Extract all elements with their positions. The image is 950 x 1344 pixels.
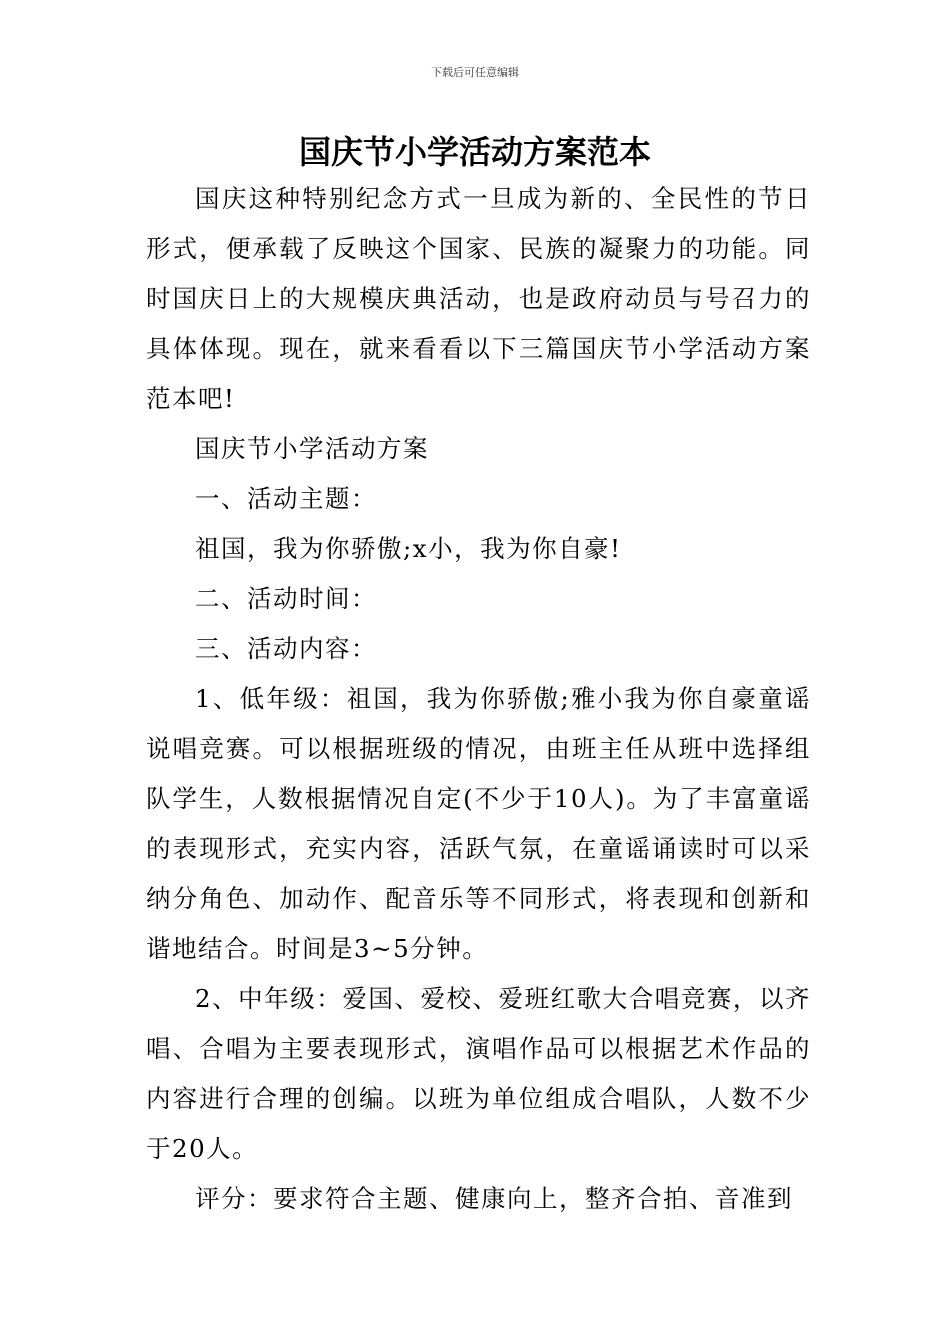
theme-text: 祖国，我为你骄傲;x小，我为你自豪! (195, 534, 622, 563)
item-heading-content: 三、活动内容： (195, 634, 377, 663)
document-title: 国庆节小学活动方案范本 (298, 133, 651, 171)
document-body (146, 174, 811, 1224)
scoring-paragraph: 评分：要求符合主题、健康向上，整齐合拍、音准到 (195, 1184, 793, 1213)
content-paragraph-middle-grade: 2、中年级：爱国、爱校、爱班红歌大合唱竞赛，以齐唱、合唱为主要表现形式，演唱作品可以根据艺术作品的内容进行合理的创编。以班为单位组成合唱队，人数不少于20人。 (146, 984, 811, 1163)
content-paragraph-lower-grade: 1、低年级：祖国，我为你骄傲;雅小我为你自豪童谣说唱竞赛。可以根据班级的情况，由班主任从班中选择组队学生，人数根据情况自定(不少于10人)。为了丰富童谣的表现形式，充实内容，活跃气氛，在童谣诵读时可以采纳分角色、加动作、配音乐等不同形式，将表现和创新和谐地结合。时间是3~5分钟。 (146, 684, 811, 963)
section-heading: 国庆节小学活动方案 (195, 434, 429, 463)
item-heading-time: 二、活动时间： (195, 584, 377, 613)
item-heading-theme: 一、活动主题： (195, 484, 377, 513)
intro-paragraph: 国庆这种特别纪念方式一旦成为新的、全民性的节日形式，便承载了反映这个国家、民族的凝聚力的功能。同时国庆日上的大规模庆典活动，也是政府动员与号召力的具体体现。现在，就来看看以下三篇国庆节小学活动方案范本吧! (146, 184, 811, 413)
header-note: 下载后可任意编辑 (431, 66, 519, 79)
